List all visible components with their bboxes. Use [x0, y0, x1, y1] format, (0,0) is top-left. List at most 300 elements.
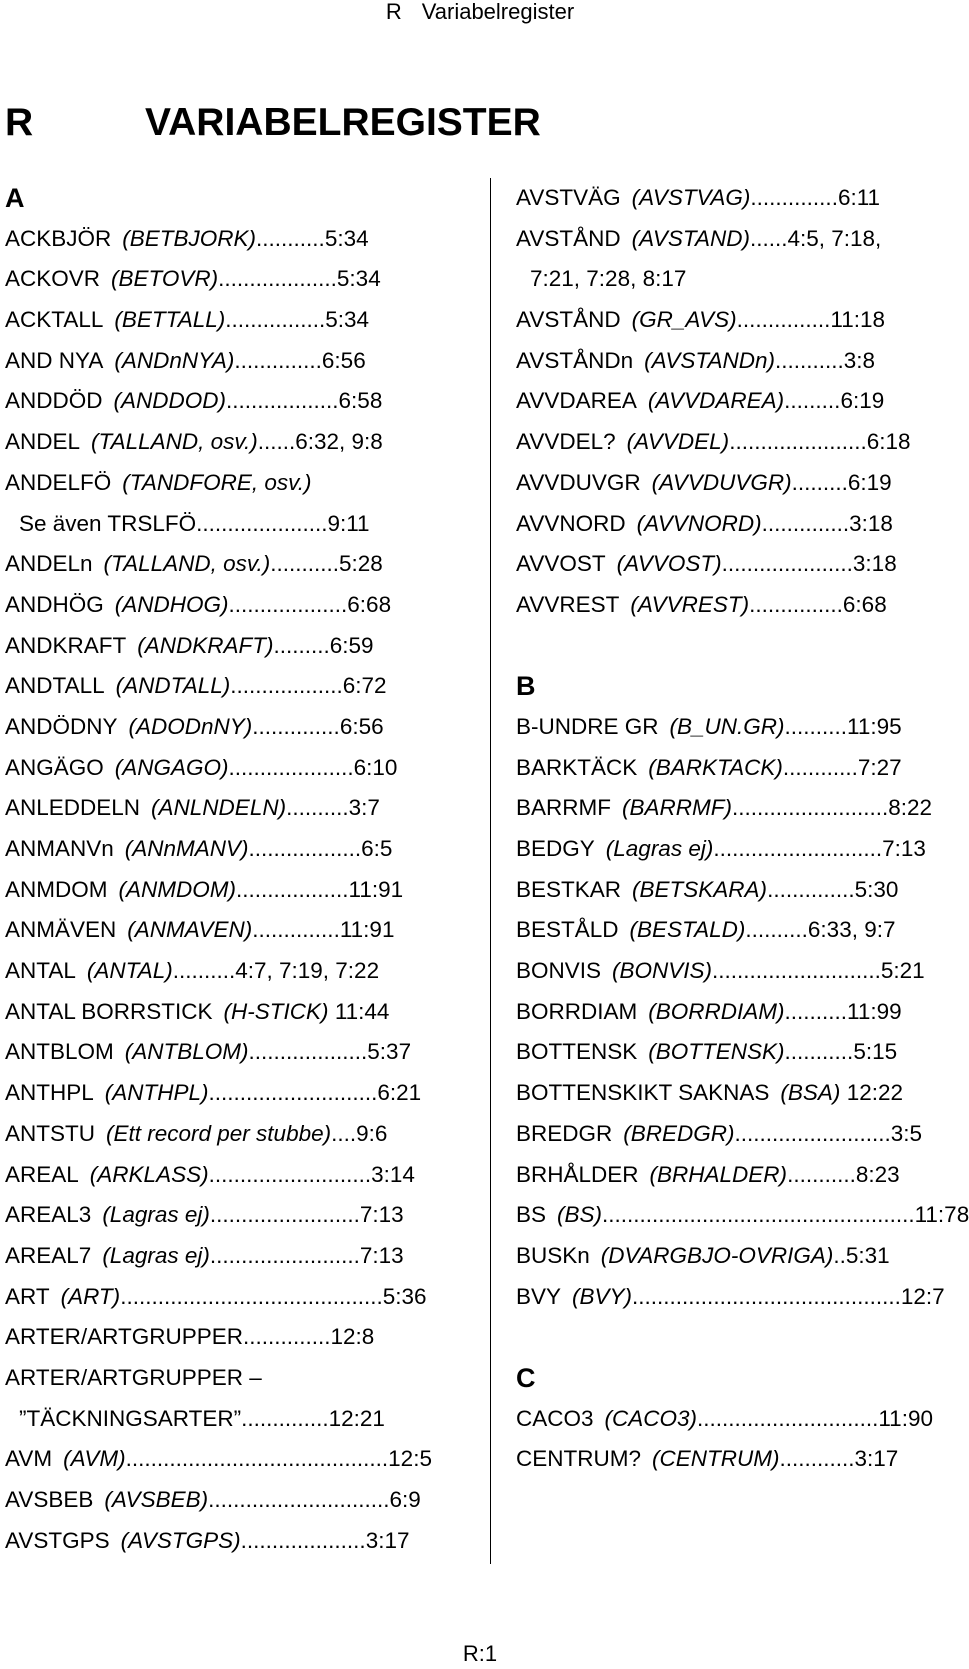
entry-leader-dots: .............. — [761, 510, 850, 536]
entry-page-ref: 5:15 — [853, 1039, 898, 1065]
column-divider — [490, 178, 491, 1564]
entry-code: (ART) — [60, 1283, 121, 1309]
entry-code: (AVSBEB) — [104, 1487, 209, 1512]
section-spacer — [516, 1317, 958, 1358]
index-entry — [5, 422, 451, 463]
entry-name: AVSTGPS — [5, 1527, 110, 1553]
index-entry — [5, 992, 451, 1033]
entry-page-ref: 3:17 — [365, 1527, 410, 1553]
entry-page-ref: 5:34 — [336, 266, 381, 292]
index-entry — [5, 219, 451, 260]
index-entry — [5, 341, 451, 382]
index-entry — [5, 1073, 451, 1114]
entry-code: (ANGAGO) — [114, 754, 229, 780]
entry-code: (BREDGR) — [623, 1120, 735, 1146]
entry-page-ref: 6:5 — [361, 836, 393, 861]
entry-code: (ANDHOG) — [114, 591, 229, 617]
entry-code: (ANMAVEN) — [127, 917, 253, 943]
entry-name: ANTAL — [5, 958, 76, 984]
entry-name: AVSTÅND — [516, 225, 621, 251]
entry-page-ref: 6:32, 9:8 — [295, 429, 383, 455]
entry-leader-dots: ........................ — [209, 1202, 360, 1228]
entry-name: ACKOVR — [5, 266, 101, 292]
entry-page-ref: 12:21 — [328, 1405, 385, 1431]
entry-leader-dots: ................... — [248, 1039, 368, 1065]
entry-leader-dots: .......................................... — [120, 1283, 383, 1309]
entry-name: BOTTENSK — [516, 1039, 638, 1065]
entry-code: (AVVNORD) — [636, 510, 762, 536]
index-entry — [5, 626, 451, 667]
entry-name: BS — [516, 1202, 547, 1228]
entry-code: (AVVOST) — [616, 551, 722, 577]
entry-leader-dots: .................... — [240, 1527, 366, 1553]
index-entry — [516, 910, 958, 951]
entry-name: BORRDIAM — [516, 998, 638, 1024]
entry-page-ref: 6:56 — [339, 713, 384, 739]
entry-code: (Lagras ej) — [605, 836, 714, 861]
entry-page-ref: 3:18 — [849, 510, 893, 536]
entry-page-ref: 11:78 — [914, 1202, 969, 1228]
entry-name: AND NYA — [5, 347, 104, 373]
entry-page-ref: 5:34 — [324, 225, 369, 251]
entry-name: AVVDUVGR — [516, 469, 641, 495]
entry-leader-dots: .................. — [226, 388, 339, 414]
entry-name: AVVDEL? — [516, 429, 616, 455]
entry-code: (BORRDIAM) — [648, 998, 785, 1024]
entry-page-ref: 8:23 — [855, 1161, 900, 1187]
entry-name: ANMANVn — [5, 836, 114, 861]
entry-page-ref: 7:13 — [882, 836, 926, 861]
entry-page-ref: 5:30 — [854, 876, 899, 902]
entry-leader-dots: .......................................... — [125, 1446, 389, 1472]
entry-leader-dots: ........... — [270, 551, 340, 577]
entry-page-ref: 6:21 — [377, 1080, 422, 1106]
entry-code: (BETBJORK) — [122, 225, 257, 251]
index-entry — [5, 1399, 451, 1440]
index-entry — [5, 1277, 451, 1318]
index-column-left — [5, 178, 451, 1561]
index-entry — [516, 788, 958, 829]
index-entry — [516, 1195, 969, 1236]
entry-name: ANGÄGO — [5, 754, 104, 780]
entry-page-ref: 11:99 — [847, 998, 902, 1024]
index-entry — [5, 1521, 451, 1562]
entry-code: (AVVDAREA) — [647, 388, 785, 414]
page-footer — [0, 1642, 960, 1666]
entry-code: (BETTALL) — [114, 307, 226, 333]
entry-name: ANDHÖG — [5, 591, 104, 617]
entry-name: AVSTVÄG — [516, 185, 621, 210]
entry-page-ref: 7:27 — [857, 754, 902, 780]
entry-code: (CACO3) — [604, 1405, 698, 1431]
entry-code: (ANTAL) — [86, 958, 173, 984]
entry-page-ref: 12:5 — [388, 1446, 432, 1472]
entry-leader-dots: ......... — [791, 469, 848, 495]
entry-page-ref: 6:9 — [389, 1487, 421, 1512]
index-entry — [516, 259, 958, 300]
index-entry — [5, 829, 451, 870]
entry-name: AVSTÅNDn — [516, 347, 634, 373]
entry-leader-dots: ........................... — [712, 958, 881, 984]
entry-code: (ARKLASS) — [89, 1161, 209, 1187]
entry-leader-dots: .................................................. — [602, 1202, 915, 1228]
entry-name: 7:21, 7:28, 8:17 — [530, 266, 687, 292]
entry-name: ACKTALL — [5, 307, 104, 333]
entry-page-ref: 11:44 — [334, 998, 390, 1024]
index-entry — [516, 951, 958, 992]
index-entry — [516, 1073, 958, 1114]
entry-leader-dots: .............. — [767, 876, 855, 902]
entry-leader-dots: ............ — [779, 1446, 855, 1472]
entry-name: ACKBJÖR — [5, 225, 112, 251]
entry-code: (AVM) — [63, 1446, 126, 1472]
section-heading: B — [516, 671, 536, 702]
entry-leader-dots: .......... — [286, 795, 349, 821]
entry-page-ref: 5:34 — [325, 307, 370, 333]
entry-leader-dots: ........................ — [209, 1242, 360, 1268]
entry-name: ANDELn — [5, 551, 93, 577]
entry-name: BESTÅLD — [516, 917, 619, 943]
entry-leader-dots: .............. — [252, 713, 340, 739]
index-entry — [5, 1317, 451, 1358]
entry-code: (ANLNDELN) — [151, 795, 287, 821]
entry-leader-dots: .................. — [235, 876, 349, 902]
entry-leader-dots: ......................... — [734, 1120, 891, 1146]
index-entry — [5, 1195, 451, 1236]
entry-code: (ANTHPL) — [104, 1080, 209, 1106]
entry-code: (ANMDOM) — [118, 876, 236, 902]
entry-page-ref: 4:5, 7:18, — [787, 225, 882, 251]
entry-name: ANDTALL — [5, 673, 105, 699]
entry-name: AVM — [5, 1446, 53, 1472]
entry-page-ref: 8:22 — [888, 795, 933, 821]
entry-page-ref: 3:14 — [371, 1161, 415, 1187]
entry-leader-dots: .......... — [172, 958, 236, 984]
entry-page-ref: 11:95 — [847, 713, 902, 739]
entry-page-ref: 5:36 — [382, 1283, 427, 1309]
entry-code: (BOTTENSK) — [648, 1039, 785, 1065]
entry-leader-dots: .................. — [230, 673, 343, 699]
entry-page-ref: 3:8 — [843, 347, 876, 373]
entry-name: AVVNORD — [516, 510, 626, 536]
entry-name: AVVOST — [516, 551, 606, 577]
index-entry — [5, 951, 451, 992]
entry-name: AVVDAREA — [516, 388, 637, 414]
entry-code: (BRHALDER) — [649, 1161, 788, 1187]
index-entry — [5, 1032, 451, 1073]
entry-leader-dots: ............... — [736, 307, 831, 333]
page-number: R:1 — [462, 1641, 498, 1666]
index-entry — [5, 1480, 451, 1521]
entry-page-ref: 12:22 — [846, 1080, 903, 1106]
entry-code: (AVSTGPS) — [120, 1527, 241, 1553]
entry-code: (BS) — [557, 1202, 603, 1228]
index-entry — [5, 910, 451, 951]
index-entry — [516, 748, 958, 789]
index-entry — [5, 463, 451, 504]
entry-leader-dots: ...................... — [729, 429, 867, 455]
header-section-title: Variabelregister — [421, 0, 575, 24]
entry-page-ref: 3:5 — [890, 1120, 923, 1146]
entry-name: Se även TRSLFÖ — [19, 510, 197, 536]
entry-leader-dots: ............ — [782, 754, 858, 780]
entry-page-ref: 9:11 — [327, 510, 370, 536]
entry-leader-dots: ......... — [273, 632, 330, 658]
entry-leader-dots: ............... — [749, 591, 843, 617]
entry-leader-dots: ........... — [774, 347, 844, 373]
entry-code: (Ett record per stubbe) — [106, 1120, 332, 1146]
entry-code: (Lagras ej) — [102, 1242, 210, 1268]
entry-name: CENTRUM? — [516, 1446, 642, 1472]
entry-name: BUSKn — [516, 1242, 590, 1268]
index-entry — [5, 1236, 451, 1277]
index-entry — [516, 381, 958, 422]
entry-code: (H-STICK) — [223, 998, 329, 1024]
entry-leader-dots: ......................... — [731, 795, 889, 821]
entry-code: (ANDnNYA) — [114, 347, 235, 373]
entry-page-ref: 6:18 — [866, 429, 911, 455]
entry-name: ANTAL BORRSTICK — [5, 998, 213, 1024]
entry-code: (BETOVR) — [111, 266, 219, 292]
entry-page-ref: 6:68 — [347, 591, 392, 617]
entry-name: AREAL7 — [5, 1242, 92, 1268]
entry-page-ref: 12:7 — [900, 1283, 945, 1309]
entry-leader-dots: ............................. — [208, 1487, 390, 1512]
index-entry — [5, 259, 451, 300]
entry-code: (AVSTAND) — [631, 225, 750, 251]
page-title — [5, 100, 541, 146]
index-entry — [5, 788, 451, 829]
index-entry — [516, 992, 958, 1033]
section-spacer — [516, 626, 958, 667]
entry-name: AREAL — [5, 1161, 79, 1187]
entry-page-ref: 3:7 — [348, 795, 380, 821]
entry-code: (TANDFORE, osv.) — [122, 469, 312, 495]
section-heading: C — [516, 1362, 536, 1393]
entry-page-ref: 11:91 — [339, 917, 395, 943]
index-entry — [5, 544, 451, 585]
entry-code: (ANnMANV) — [124, 836, 249, 861]
index-entry — [5, 870, 451, 911]
entry-name: BESTKAR — [516, 876, 622, 902]
entry-name: ANMDOM — [5, 876, 108, 902]
entry-leader-dots: ........... — [784, 1039, 854, 1065]
entry-leader-dots: .......................... — [208, 1161, 372, 1187]
entry-code: (AVVREST) — [630, 591, 750, 617]
index-column-right — [516, 178, 969, 1480]
index-entry — [516, 707, 958, 748]
entry-name: B-UNDRE GR — [516, 713, 659, 739]
index-entry — [5, 504, 451, 545]
entry-leader-dots: ........... — [787, 1161, 856, 1187]
entry-name: AVSTÅND — [516, 307, 621, 333]
entry-page-ref: 3:18 — [852, 551, 897, 577]
entry-code: (BETSKARA) — [632, 876, 768, 902]
entry-name: ANDELFÖ — [5, 469, 112, 495]
entry-code: (BONVIS) — [612, 958, 713, 984]
index-entry — [516, 1277, 958, 1318]
entry-page-ref: 5:21 — [880, 958, 925, 984]
title-text: VARIABELREGISTER — [145, 101, 541, 144]
entry-leader-dots: ...... — [257, 429, 296, 455]
title-letter: R — [5, 101, 34, 144]
entry-name: BEDGY — [516, 836, 595, 861]
entry-code: (Lagras ej) — [102, 1202, 210, 1228]
entry-name: BREDGR — [516, 1120, 613, 1146]
entry-page-ref: 6:11 — [837, 185, 881, 210]
entry-code: (BVY) — [572, 1283, 633, 1309]
entry-name: ARTER/ARTGRUPPER — [5, 1324, 243, 1350]
index-entry — [5, 1155, 451, 1196]
entry-leader-dots: .................. — [248, 836, 362, 861]
entry-code: (TALLAND, osv.) — [103, 551, 271, 577]
entry-code: (BESTALD) — [629, 917, 746, 943]
entry-page-ref: 3:17 — [854, 1446, 899, 1472]
entry-leader-dots: .......... — [745, 917, 808, 943]
entry-leader-dots: .................... — [228, 754, 354, 780]
entry-leader-dots: ........................... — [713, 836, 883, 861]
index-entry — [5, 748, 451, 789]
entry-leader-dots: .......... — [784, 998, 848, 1024]
entry-page-ref: 6:33, 9:7 — [807, 917, 896, 943]
entry-leader-dots: .............. — [252, 917, 340, 943]
entry-leader-dots: .. — [833, 1242, 846, 1268]
entry-code: (ANDDOD) — [113, 388, 227, 414]
index-entry — [516, 829, 958, 870]
entry-name: AREAL3 — [5, 1202, 92, 1228]
entry-code: (DVARGBJO-OVRIGA) — [600, 1242, 834, 1268]
entry-name: ANDKRAFT — [5, 632, 127, 658]
entry-leader-dots: ................... — [228, 591, 348, 617]
entry-leader-dots: ........... — [256, 225, 325, 251]
entry-name: BOTTENSKIKT SAKNAS — [516, 1080, 770, 1106]
entry-page-ref: 7:13 — [359, 1202, 404, 1228]
entry-leader-dots: ................ — [225, 307, 326, 333]
entry-leader-dots: ......... — [784, 388, 841, 414]
entry-code: (AVSTANDn) — [644, 347, 775, 373]
entry-name: ART — [5, 1283, 50, 1309]
entry-leader-dots: ................... — [218, 266, 337, 292]
index-entry — [516, 178, 958, 219]
entry-name: ANTHPL — [5, 1080, 94, 1106]
entry-page-ref: 6:59 — [329, 632, 374, 658]
index-entry — [516, 1114, 958, 1155]
entry-name: BVY — [516, 1283, 562, 1309]
entry-leader-dots: .............. — [241, 1405, 329, 1431]
entry-name: BRHÅLDER — [516, 1161, 639, 1187]
entry-code: (ANTBLOM) — [124, 1039, 249, 1065]
index-entry — [5, 381, 451, 422]
index-entry — [5, 1439, 451, 1480]
index-entry — [516, 219, 958, 260]
entry-page-ref: 6:19 — [840, 388, 885, 414]
entry-code: (CENTRUM) — [652, 1446, 780, 1472]
entry-name: AVVREST — [516, 591, 620, 617]
index-entry — [5, 300, 451, 341]
entry-code: (BSA) — [780, 1080, 841, 1106]
entry-page-ref: 6:58 — [338, 388, 383, 414]
index-entry — [516, 1439, 958, 1480]
entry-page-ref: 4:7, 7:19, 7:22 — [235, 958, 380, 984]
entry-code: (ANDKRAFT) — [137, 632, 274, 658]
entry-leader-dots: .......... — [784, 713, 848, 739]
index-entry — [516, 463, 958, 504]
index-entry — [516, 585, 958, 626]
entry-page-ref: 9:6 — [356, 1120, 388, 1146]
entry-page-ref: 5:31 — [845, 1242, 890, 1268]
entry-page-ref: 12:8 — [330, 1324, 375, 1350]
entry-code: (ANDTALL) — [115, 673, 231, 699]
index-entry — [516, 504, 958, 545]
entry-name: ANDÖDNY — [5, 713, 118, 739]
entry-code: (BARKTACK) — [648, 754, 783, 780]
entry-code: (B_UN.GR) — [669, 713, 785, 739]
entry-leader-dots: ............................. — [697, 1405, 879, 1431]
entry-page-ref: 6:19 — [847, 469, 892, 495]
entry-leader-dots: ...... — [749, 225, 788, 251]
section-heading: A — [5, 183, 25, 213]
entry-page-ref: 11:91 — [348, 876, 404, 902]
entry-page-ref: 6:56 — [321, 347, 366, 373]
index-entry — [516, 544, 958, 585]
index-entry — [516, 870, 958, 911]
entry-name: CACO3 — [516, 1405, 594, 1431]
entry-page-ref: 5:28 — [339, 551, 383, 577]
entry-name: ANTSTU — [5, 1120, 95, 1146]
index-entry — [516, 1236, 958, 1277]
entry-leader-dots: .............. — [234, 347, 322, 373]
entry-leader-dots: ........................................... — [632, 1283, 901, 1309]
entry-name: ANDDÖD — [5, 388, 103, 414]
entry-code: (BARRMF) — [622, 795, 732, 821]
entry-code: (AVSTVAG) — [631, 185, 751, 210]
entry-name: AVSBEB — [5, 1487, 94, 1512]
entry-leader-dots: ........................... — [208, 1080, 378, 1106]
index-entry — [516, 1032, 958, 1073]
entry-page-ref: 5:37 — [367, 1039, 412, 1065]
entry-page-ref: 7:13 — [359, 1242, 404, 1268]
entry-name: ”TÄCKNINGSARTER” — [19, 1405, 242, 1431]
entry-leader-dots: .............. — [750, 185, 838, 210]
entry-name: BARRMF — [516, 795, 611, 821]
entry-name: BARKTÄCK — [516, 754, 638, 780]
entry-code: (GR_AVS) — [631, 307, 737, 333]
index-entry — [516, 422, 958, 463]
entry-page-ref: 6:72 — [342, 673, 387, 699]
entry-name: BONVIS — [516, 958, 602, 984]
entry-leader-dots: .............. — [242, 1324, 331, 1350]
entry-code: (AVVDEL) — [626, 429, 730, 455]
entry-leader-dots: .... — [331, 1120, 357, 1146]
entry-code: (ADODnNY) — [128, 713, 253, 739]
index-entry — [5, 666, 451, 707]
index-entry — [5, 585, 451, 626]
entry-page-ref: 6:68 — [842, 591, 887, 617]
entry-name: ARTER/ARTGRUPPER – — [5, 1364, 262, 1390]
index-entry — [5, 1114, 451, 1155]
entry-leader-dots: ..................... — [721, 551, 853, 577]
index-entry — [516, 300, 958, 341]
index-entry — [5, 1358, 451, 1399]
entry-page-ref: 11:18 — [830, 307, 886, 333]
entry-code: (AVVDUVGR) — [651, 469, 792, 495]
index-entry — [516, 1155, 958, 1196]
entry-name: ANTBLOM — [5, 1039, 114, 1065]
entry-page-ref: 11:90 — [878, 1405, 933, 1431]
entry-name: ANDEL — [5, 429, 81, 455]
index-entry — [516, 341, 958, 382]
entry-leader-dots: ..................... — [196, 510, 328, 536]
